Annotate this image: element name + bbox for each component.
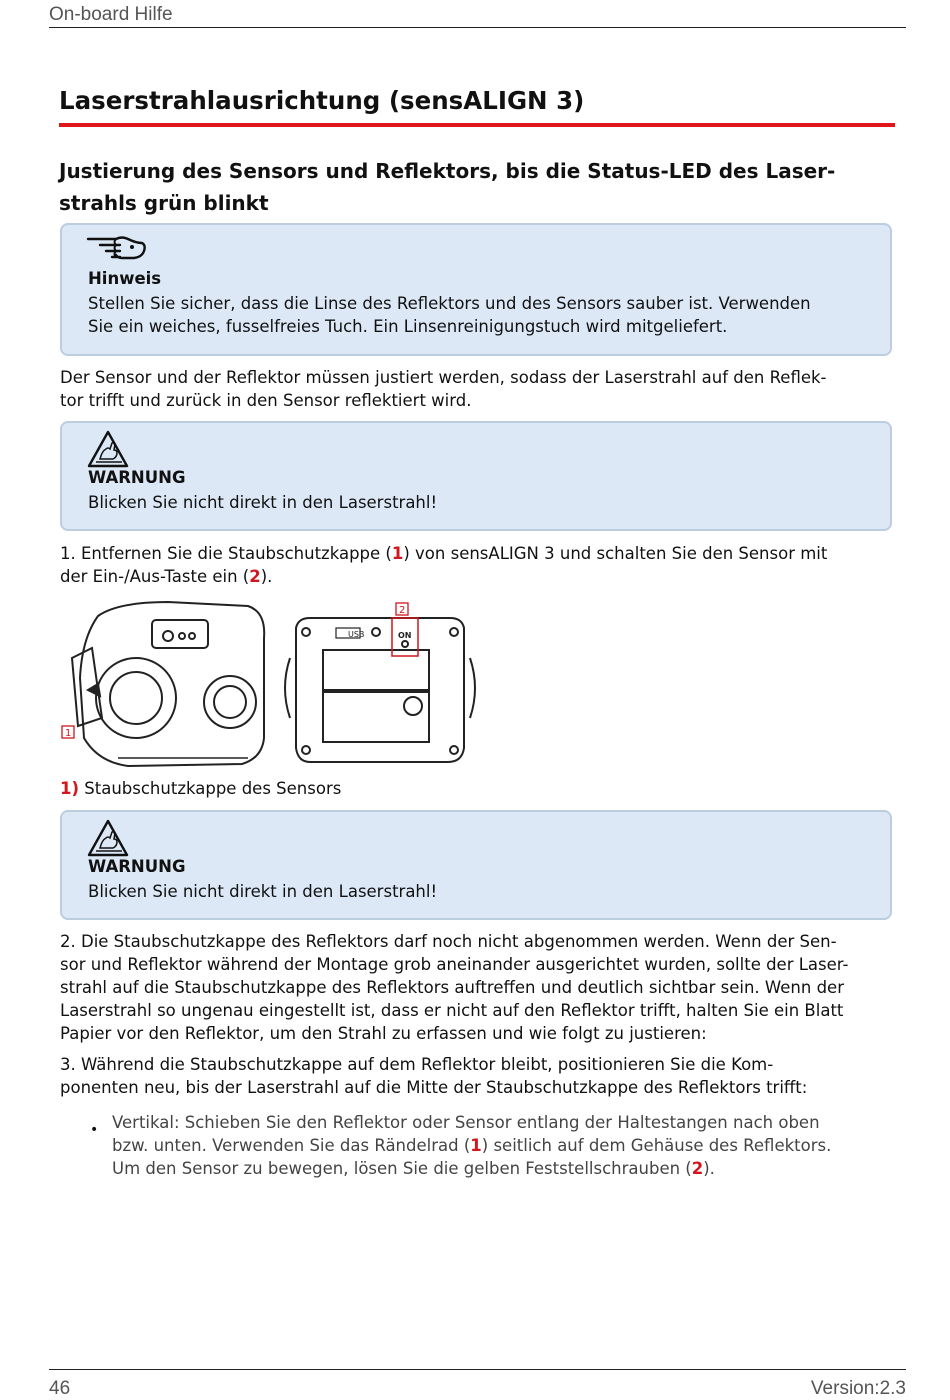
title-underline	[59, 123, 895, 127]
bullet-line	[112, 1134, 902, 1157]
step-2	[60, 930, 895, 1045]
bullet-item	[112, 1111, 902, 1180]
callout-2: 2	[399, 605, 406, 616]
warning-heading: WARNUNG	[88, 857, 186, 876]
reference-number: 1	[391, 544, 404, 563]
step-3	[60, 1053, 895, 1099]
reference-number: 2	[691, 1159, 704, 1178]
warning-heading: WARNUNG	[88, 468, 186, 487]
reference-number: 1	[470, 1136, 482, 1155]
hint-box	[60, 223, 892, 356]
warning-box	[60, 810, 892, 920]
bullet-line	[112, 1157, 902, 1180]
step-line: Laserstrahl so ungenau eingestellt ist, dass er nicht auf den Reflektor trifft, halten Sie ein Blatt	[60, 1001, 844, 1020]
pointing-hand-icon	[86, 231, 146, 267]
step-line	[60, 565, 895, 588]
intro-paragraph	[60, 366, 895, 412]
step-line: 3. Während die Staubschutzkappe auf dem Reflektor bleibt, positionieren Sie die Kom-	[60, 1055, 774, 1074]
step-text: der Ein-/Aus-Taste ein (	[60, 567, 250, 586]
header-divider	[49, 27, 906, 28]
bullet-text: Um den Sensor zu bewegen, lösen Sie die gelben Feststellschrauben (	[112, 1159, 692, 1178]
version-label: Version:2.3	[810, 1378, 906, 1399]
step-text: ) von sensALIGN 3 und schalten Sie den Sensor mit	[403, 544, 828, 563]
caption-text: Staubschutzkappe des Sensors	[84, 779, 342, 798]
step-line: 2. Die Staubschutzkappe des Reflektors darf noch nicht abgenommen werden. Wenn der Sen-	[60, 932, 837, 951]
laser-warning-icon	[86, 818, 130, 862]
step-line: ponenten neu, bis der Laserstrahl auf die Mitte der Staubschutzkappe des Reflektors trifft:	[60, 1078, 808, 1097]
step-line: Papier vor den Reflektor, um den Strahl zu erfassen und wie folgt zu justieren:	[60, 1024, 707, 1043]
hint-body	[88, 292, 878, 338]
step-text: 1. Entfernen Sie die Staubschutzkappe (	[60, 544, 392, 563]
laser-warning-icon	[86, 429, 130, 473]
sensor-illustration	[58, 598, 498, 777]
section-subtitle	[59, 155, 889, 219]
hint-line: Sie ein weiches, fusselfreies Tuch. Ein Linsenreinigungstuch wird mitgeliefert.	[88, 317, 728, 336]
subtitle-line: Justierung des Sensors und Reflektors, bis die Status-LED des Laser-	[59, 159, 836, 183]
usb-label: USB	[348, 630, 365, 639]
reference-number: 2	[249, 567, 261, 586]
bullet-text: ).	[703, 1159, 715, 1178]
bullet-marker: •	[90, 1122, 99, 1138]
step-line	[60, 542, 895, 565]
page-title: Laserstrahlausrichtung (sensALIGN 3)	[59, 86, 585, 115]
step-line: sor und Reflektor während der Montage grob aneinander ausgerichtet wurden, sollte der Laser-	[60, 955, 849, 974]
warning-body: Blicken Sie nicht direkt in den Laserstrahl!	[88, 493, 438, 512]
paragraph-line: tor trifft und zurück in den Sensor reflektiert wird.	[60, 391, 472, 410]
bullet-text: ) seitlich auf dem Gehäuse des Reflektors.	[481, 1136, 832, 1155]
subtitle-line: strahls grün blinkt	[59, 191, 269, 215]
bullet-line: Vertikal: Schieben Sie den Reflektor oder Sensor entlang der Haltestangen nach oben	[112, 1113, 820, 1132]
page-number: 46	[49, 1378, 71, 1399]
warning-box	[60, 421, 892, 531]
paragraph-line: Der Sensor und der Reflektor müssen justiert werden, sodass der Laserstrahl auf den Reflek-	[60, 368, 827, 387]
callout-1: 1	[65, 728, 72, 739]
bullet-text: bzw. unten. Verwenden Sie das Rändelrad (	[112, 1136, 471, 1155]
footer-divider	[49, 1369, 906, 1370]
step-line: strahl auf die Staubschutzkappe des Reflektors auftreffen und deutlich sichtbar sein. Wenn der	[60, 978, 844, 997]
figure-caption	[60, 777, 895, 800]
on-label: ON	[398, 631, 412, 640]
header-title: On-board Hilfe	[49, 4, 173, 25]
step-1	[60, 542, 895, 588]
caption-ref: 1)	[60, 779, 80, 798]
hint-heading: Hinweis	[88, 269, 162, 288]
step-text: ).	[260, 567, 273, 586]
warning-body: Blicken Sie nicht direkt in den Laserstrahl!	[88, 882, 438, 901]
hint-line: Stellen Sie sicher, dass die Linse des Reflektors und des Sensors sauber ist. Verwenden	[88, 294, 811, 313]
